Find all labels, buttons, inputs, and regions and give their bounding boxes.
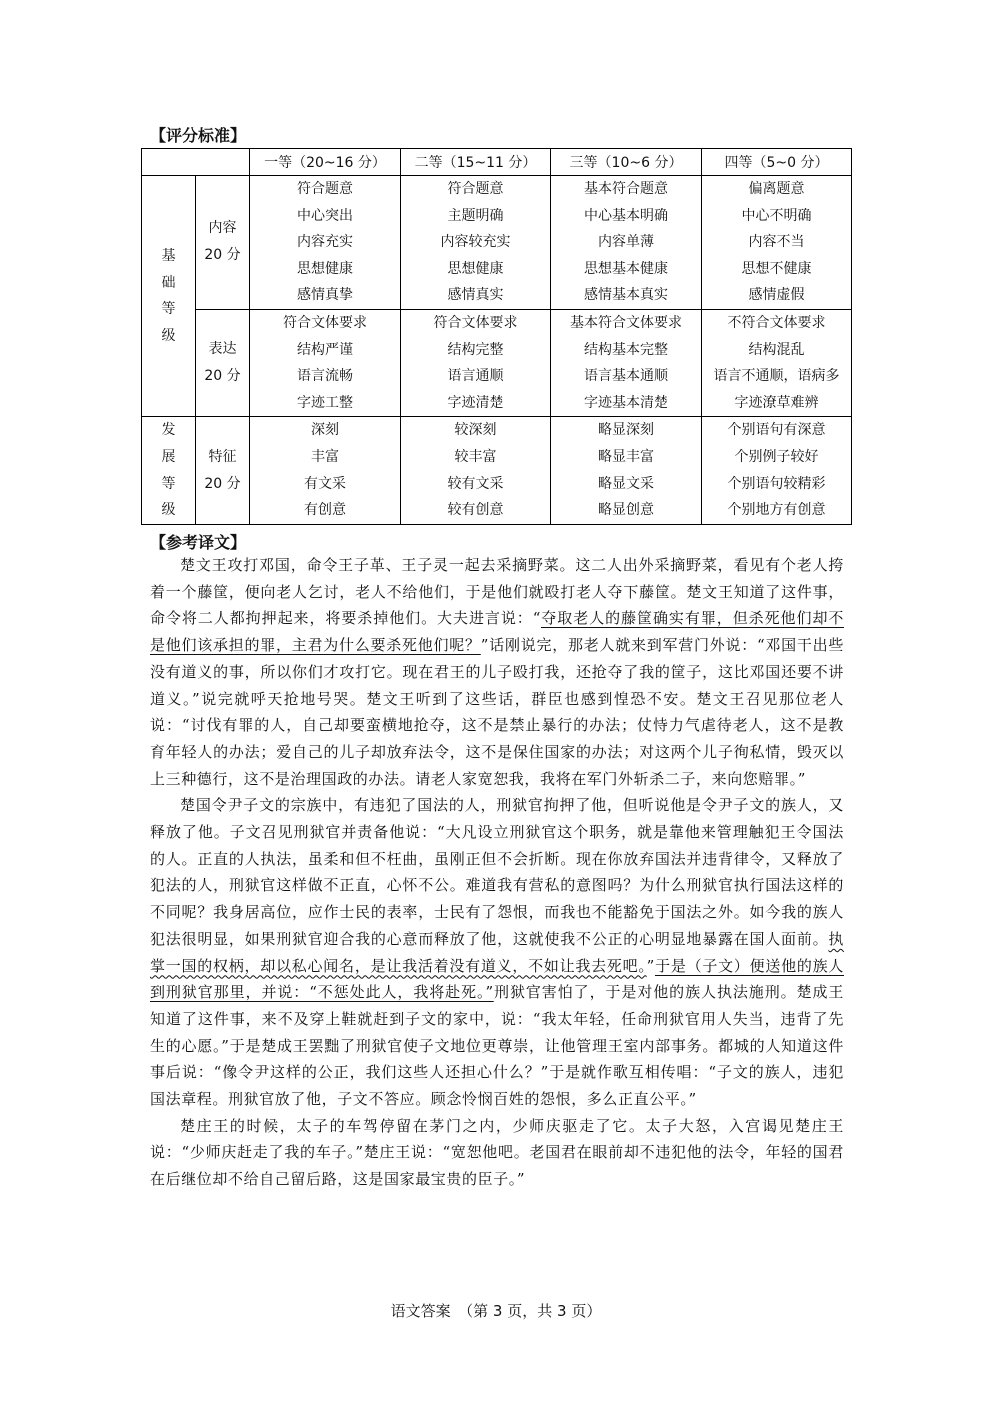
criterion: 有文采: [304, 475, 346, 492]
develop-level-char: 级: [161, 502, 176, 519]
criterion: 个别例子较好: [734, 448, 819, 465]
criterion: 中心突出: [297, 207, 353, 224]
translation-body: [150, 552, 844, 1193]
criterion: 语言流畅: [297, 368, 353, 385]
content-points: 20 分: [204, 247, 241, 264]
criterion: 基本符合文体要求: [570, 314, 682, 331]
criterion: 语言通顺: [447, 368, 504, 385]
translation-heading: 【参考译文】: [150, 533, 247, 552]
criterion: 主题明确: [447, 207, 504, 224]
criterion: 符合题意: [297, 181, 353, 197]
criterion: 有创意: [304, 502, 346, 519]
table-row-content: [142, 176, 852, 310]
table-row-expression: [142, 309, 852, 416]
feature-grade-1: [250, 417, 401, 524]
criterion: 略显创意: [598, 502, 654, 519]
table-row-feature: [142, 417, 852, 524]
content-grade-1: [250, 176, 401, 310]
translation-paragraph-1: [150, 552, 844, 792]
header-grade-3: 三等（10~6 分）: [551, 149, 702, 176]
scoring-table: [141, 148, 852, 525]
criterion: 字迹基本清楚: [584, 394, 668, 411]
criterion: 略显文采: [598, 475, 654, 492]
text-segment: ”: [646, 956, 655, 975]
criterion: 中心基本明确: [584, 207, 668, 224]
develop-level-char: 展: [161, 448, 176, 465]
develop-level-char: 等: [161, 475, 176, 492]
criterion: 不符合文体要求: [727, 314, 826, 331]
content-grade-3: [551, 176, 702, 310]
text-segment: ”话刚说完，那老人就来到军营门外说：“邓国干出些没有道义的事，所以你们才攻打它。现在君王的儿子殴打我，还抢夺了我的筐子，这比邓国还要不讲道义。”说完就呼天抢地号哭。楚文王听到了这些话，群臣也感到惶恐不安。楚文王召见那位老人说：“讨伐有罪的人，自己却要蛮横地抢夺，这不是禁止暴行的办法；仗恃力气虐待老人，这不是教育年轻人的办法；爱自己的儿子却放弃法令，这不是保住国家的办法；对这两个儿子徇私情，毁灭以上三种德行，这不是治理国政的办法。请老人家宽恕我，我将在军门外斩杀二子，来向您赔罪。”: [150, 636, 844, 788]
expression-points: 20 分: [204, 368, 241, 385]
criterion: 字迹工整: [297, 394, 353, 411]
criterion: 语言基本通顺: [584, 368, 668, 385]
text-segment: 楚国令尹子文的宗族中，有违犯了国法的人，刑狱官拘押了他，但听说他是令尹子文的族人，又释放了他。子文召见刑狱官并责备他说：“大凡设立刑狱官这个职务，就是靠他来管理触犯王令国法的人。正直的人执法，虽柔和但不枉曲，虽刚正但不会折断。现在你放弃国法并违背律令，又释放了犯法的人，刑狱官这样做不正直，心怀不公。难道我有营私的意图吗？为什么刑狱官执行国法这样的不同呢？我身居高位，应作士民的表率，士民有了怨恨，而我也不能豁免于国法之外。如今我的族人犯法很明显，如果刑狱官迎合我的心意而释放了他，这就使我不公正的心明显地暴露在国人面前。: [150, 796, 844, 948]
text-segment: 刑狱官害怕了，于是对他的族人执法施刑。楚成王知道了这件事，来不及穿上鞋就赶到子文的家中，说：“我太年轻，任命刑狱官用人失当，违背了先生的心愿。”于是楚成王罢黜了刑狱官使子文地位更尊崇，让他管理王室内部事务。都城的人知道这件事后说：“像令尹这样的公正，我们这些人还担心什么？”于是就作歌互相传唱：“子文的族人，违犯国法章程。刑狱官放了他，子文不答应。顾念怜悯百姓的怨恨，多么正直公平。”: [150, 983, 844, 1109]
translation-paragraph-3: 楚庄王的时候，太子的车驾停留在茅门之内，少师庆驱走了它。太子大怒，入宫谒见楚庄王说：“少师庆赶走了我的车子。”楚庄王说：“宽恕他吧。老国君在眼前却不违犯他的法令，年轻的国君在后继位却不给自己留后路，这是国家最宝贵的臣子。”: [150, 1116, 844, 1189]
expression-grade-4: [702, 309, 852, 416]
expression-grade-1: [250, 309, 401, 416]
base-level-char: 等: [161, 301, 176, 318]
content-label: [196, 176, 250, 310]
criterion: 较有文采: [447, 475, 504, 492]
content-grade-4: [702, 176, 852, 310]
criterion: 偏离题意: [748, 181, 805, 197]
criterion: 较有创意: [447, 502, 504, 519]
criterion: 较深刻: [454, 422, 497, 439]
criterion: 字迹潦草难辨: [734, 394, 819, 411]
feature-label: [196, 417, 250, 524]
criterion: 符合文体要求: [433, 314, 518, 331]
develop-level-char: 发: [161, 422, 176, 439]
criterion: 感情虚假: [748, 287, 805, 304]
criterion: 略显丰富: [598, 448, 654, 465]
criterion: 基本符合题意: [584, 181, 668, 197]
header-grade-2: 二等（15~11 分）: [401, 149, 551, 176]
base-level-char: 级: [161, 327, 176, 344]
criterion: 思想不健康: [741, 260, 812, 277]
page-footer: 语文答案 （第 3 页，共 3 页）: [390, 1302, 602, 1320]
content-name: 内容: [208, 220, 237, 237]
base-level-char: 础: [161, 274, 176, 291]
underlined-sentence: 于是（子文）便送他的族人到刑狱官那里，并说：“不惩处此人，我将赴死。”: [150, 956, 845, 1002]
table-header-row: [142, 149, 852, 176]
criterion: 结构严谨: [297, 341, 353, 358]
criterion: 结构完整: [447, 341, 504, 358]
criterion: 略显深刻: [598, 422, 654, 439]
feature-points: 20 分: [204, 475, 241, 492]
expression-grade-3: [551, 309, 702, 416]
expression-label: [196, 309, 250, 416]
criterion: 感情真挚: [297, 287, 353, 304]
feature-grade-2: [401, 417, 551, 524]
feature-grade-3: [551, 417, 702, 524]
feature-grade-4: [702, 417, 852, 524]
criterion: 较丰富: [454, 448, 497, 465]
header-grade-1: 一等（20~16 分）: [250, 149, 401, 176]
base-level-label: [142, 176, 196, 417]
criterion: 感情真实: [447, 287, 504, 304]
criterion: 个别语句有深意: [727, 422, 826, 439]
content-grade-2: [401, 176, 551, 310]
criterion: 感情基本真实: [584, 287, 668, 304]
criterion: 深刻: [311, 422, 339, 439]
expression-grade-2: [401, 309, 551, 416]
criterion: 个别语句较精彩: [727, 475, 826, 492]
base-level-char: 基: [161, 247, 176, 264]
underlined-sentence: 夺取老人的藤筐确实有罪，但杀死他们却不是他们该承担的罪，主君为什么要杀死他们呢？: [150, 609, 844, 655]
criterion: 中心不明确: [741, 207, 812, 224]
criterion: 语言不通顺，语病多: [713, 368, 840, 385]
criterion: 丰富: [311, 448, 339, 465]
criterion: 结构基本完整: [584, 341, 668, 358]
criterion: 内容单薄: [598, 234, 654, 251]
criterion: 思想基本健康: [584, 260, 668, 277]
text-segment: 楚文王攻打邓国，命令王子革、王子灵一起去采摘野菜。这二人出外采摘野菜，看见有个老人挎着一个藤筐，便向老人乞讨，老人不给他们，于是他们就殴打老人夺下藤筐。楚文王知道了这件事，命令将二人都拘押起来，将要杀掉他们。大夫进言说：“: [150, 556, 844, 628]
criterion: 思想健康: [447, 260, 504, 277]
expression-name: 表达: [208, 341, 237, 358]
criterion: 字迹清楚: [447, 394, 504, 411]
feature-name: 特征: [208, 448, 237, 465]
criterion: 符合题意: [447, 181, 504, 197]
header-blank: [142, 149, 250, 176]
criterion: 思想健康: [297, 260, 353, 277]
criterion: 内容较充实: [440, 234, 511, 251]
criterion: 个别地方有创意: [727, 502, 826, 519]
translation-paragraph-2: [150, 792, 844, 1112]
develop-level-label: [142, 417, 196, 524]
header-grade-4: 四等（5~0 分）: [702, 149, 852, 176]
criterion: 符合文体要求: [283, 314, 367, 331]
scoring-heading: 【评分标准】: [150, 126, 247, 145]
criterion: 内容充实: [297, 234, 353, 251]
criterion: 内容不当: [748, 234, 805, 251]
wavy-underlined-sentence: 执掌一国的权柄，却以私心闻名，是让我活着没有道义，不如让我去死吧。: [150, 929, 844, 975]
criterion: 结构混乱: [748, 341, 805, 358]
